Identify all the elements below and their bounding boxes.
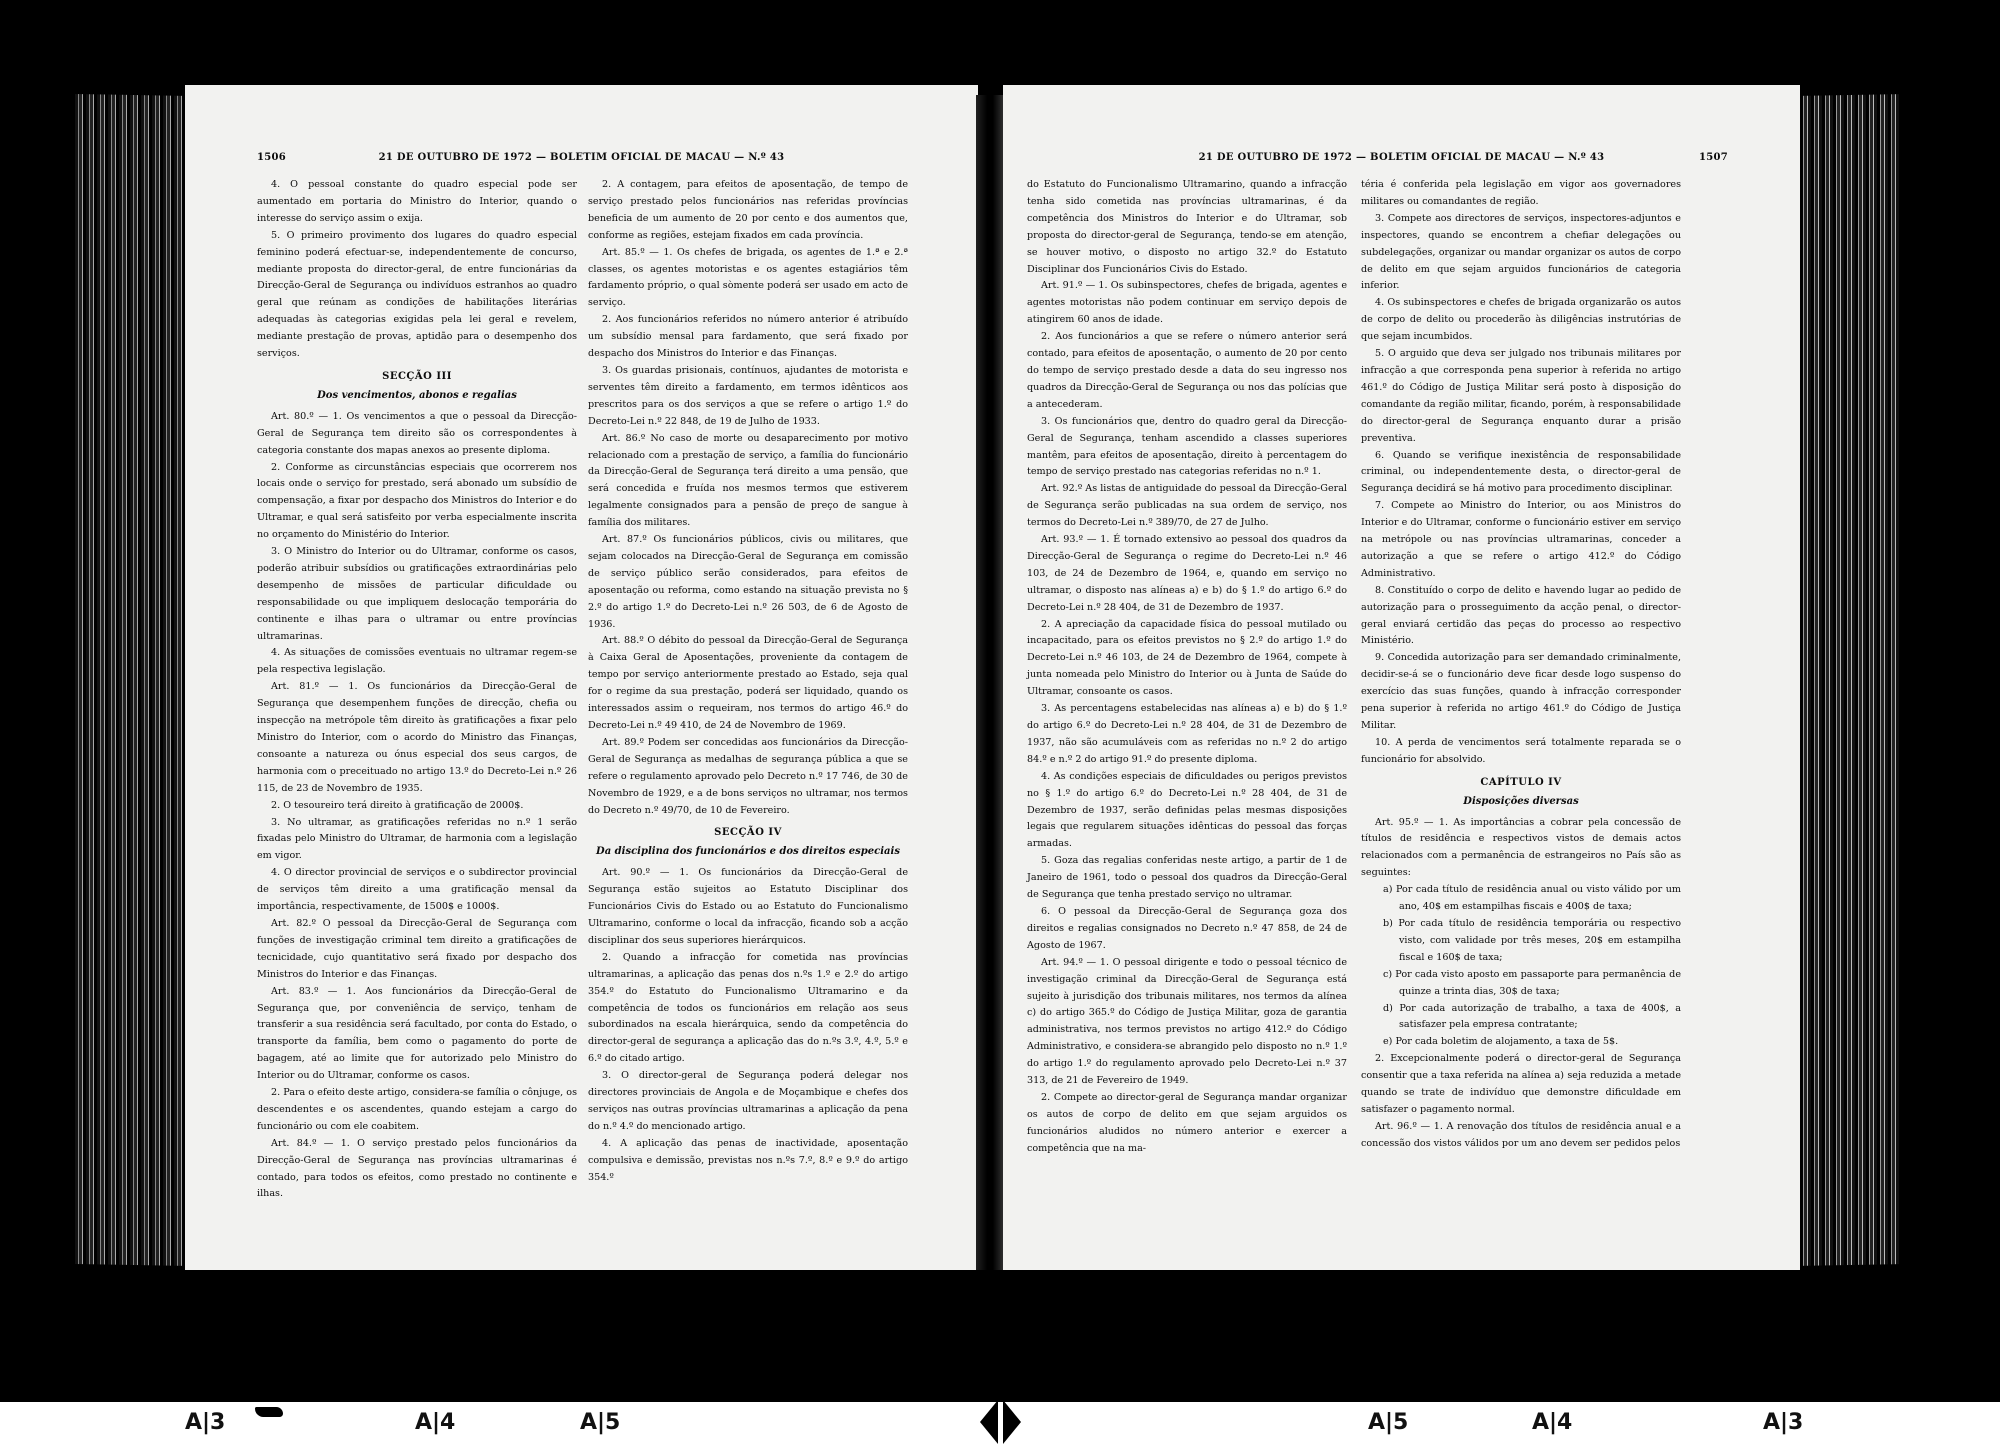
paragraph: Art. 89.º Podem ser concedidas aos funcionários da Direcção-Geral de Segurança as medalhas de segurança pública a que se refere o regulamento aprovado pelo Decreto n.º 17 746, de 30 de Novembro de 1929, e a de bons serviços no ultramar, nos termos do Decreto n.º 49/70, de 10 de Fevereiro. [588,736,908,816]
paragraph: 6. Quando se verifique inexistência de responsabilidade criminal, ou independentemente desta, o director-geral de Segurança decidirá se há motivo para procedimento disciplinar. [1361,449,1681,495]
paragraph: Art. 85.º — 1. Os chefes de brigada, os agentes de 1.ª e 2.ª classes, os agentes motoristas e os agentes estagiários têm fardamento próprio, o qual sòmente poderá ser usado em acto de serviço. [588,246,908,309]
left-page [185,85,978,1270]
section-heading: SECÇÃO IV [714,827,782,839]
paragraph: 6. O pessoal da Direcção-Geral de Segurança goza dos direitos e regalias consignados no Decreto n.º 47 858, de 24 de Agosto de 1967. [1027,905,1347,951]
paragraph: 2. Quando a infracção for cometida nas províncias ultramarinas, a aplicação das penas dos n.ºs 1.º e 2.º do artigo 354.º do Estatuto do Funcionalismo Ultramarino e da competência de todos os funcionários em relação aos seus subordinados na escala hierárquica, sendo da competência do director-geral de segurança a aplicação das do n.ºs 3.º, 4.º, 5.º e 6.º do citado artigo. [588,951,908,1065]
running-title: 21 DE OUTUBRO DE 1972 — BOLETIM OFICIAL DE MACAU — N.º 43 [378,152,785,163]
right-page-header [1075,152,1728,168]
paragraph: 2. Aos funcionários a que se refere o número anterior será contado, para efeitos de aposentação, o aumento de 20 por cento do tempo de serviço prestado desde a data do seu ingresso nos quadros da Direcção-Geral de Segurança ou nos das polícias que a antecederam. [1027,331,1347,410]
paragraph: 4. As condições especiais de dificuldades ou perigos previstos no § 1.º do artigo 6.º do Decreto-Lei n.º 28 404, de 31 de Dezembro de 1937, serão definidas pelas mesmas disposições legais que regularem situações idênticas do pessoal das forças armadas. [1027,770,1347,850]
paragraph: 8. Constituído o corpo de delito e havendo lugar ao pedido de autorização para o prosseguimento da acção penal, o director-geral enviará certidão das peças do processo ao respectivo Ministério. [1361,584,1681,647]
paragraph: 3. Os guardas prisionais, contínuos, ajudantes de motorista e serventes têm direito a fardamento, em termos idênticos aos prescritos para os dos serviços a que se refere o artigo 1.º do Decreto-Lei n.º 22 848, de 19 de Julho de 1933. [588,364,908,427]
paragraph: 3. Os funcionários que, dentro do quadro geral da Direcção-Geral de Segurança, tenham ascendido a classes superiores mantêm, para efeitos de aposentação, direito à percentagem do tempo de serviço prestado nas categorias referidas no n.º 1. [1027,415,1347,478]
paragraph: Art. 88.º O débito do pessoal da Direcção-Geral de Segurança à Caixa Geral de Aposentações, proveniente da contagem de tempo por serviço anteriormente prestado ao Estado, seja qual for o regime da sua prestação, poderá ser liquidado, quando os interessados assim o requeiram, nos termos do artigo 46.º do Decreto-Lei n.º 49 410, de 24 de Novembro de 1969. [588,635,908,731]
section-heading: CAPÍTULO IV [1480,776,1562,788]
paragraph: 10. A perda de vencimentos será totalmente reparada se o funcionário for absolvido. [1361,736,1681,765]
paragraph: 7. Compete ao Ministro do Interior, ou aos Ministros do Interior e do Ultramar, conforme o funcionário estiver em serviço na metrópole ou nas províncias ultramarinas, conceder a autorização a que se refere o artigo 412.º do Código Administrativo. [1361,500,1681,579]
paragraph: Art. 86.º No caso de morte ou desaparecimento por motivo relacionado com a prestação de serviço, a família do funcionário da Direcção-Geral de Segurança terá direito a uma pensão, que será concedida e fruída nos mesmos termos que estiverem legalmente consignados para a pensão de preço de sangue à família dos militares. [588,432,908,529]
paragraph: téria é conferida pela legislação em vigor aos governadores militares ou comandantes de região. [1361,179,1681,207]
paragraph: do Estatuto do Funcionalismo Ultramarino, quando a infracção tenha sido cometida nas províncias ultramarinas, é da competência dos Ministros do Interior e do Ultramar, sob proposta do director-geral de Segurança, tendo-se em atenção, se houver motivo, o disposto no artigo 32.º do Estatuto Disciplinar dos Funcionários Civis do Estado. [1027,179,1347,275]
book-edge-left [75,94,190,1266]
paragraph: 9. Concedida autorização para ser demandado criminalmente, decidir-se-á se o funcionário deve ficar desde logo suspenso do exercício das suas funções, quando à infracção corresponder pena superior à referida no artigo 461.º do Código de Justiça Militar. [1361,652,1681,731]
running-title: 21 DE OUTUBRO DE 1972 — BOLETIM OFICIAL DE MACAU — N.º 43 [1198,152,1605,163]
paragraph: 4. O pessoal constante do quadro especial pode ser aumentado em portaria do Ministro do Interior, quando o interesse do serviço assim o exija. [257,179,577,224]
film-notch-left [980,1400,998,1444]
paragraph: 5. Goza das regalias conferidas neste artigo, a partir de 1 de Janeiro de 1961, todo o pessoal dos quadros da Direcção-Geral de Segurança que tenha prestado serviço no ultramar. [1027,855,1347,901]
paragraph: 2. O tesoureiro terá direito à gratificação de 2000$. [271,799,524,811]
left-page-column-2 [588,177,908,1186]
paragraph: 5. O primeiro provimento dos lugares do quadro especial feminino poderá efectuar-se, independentemente de concurso, mediante proposta do director-geral, de entre funcionárias da Direcção-Geral de Segurança ou indivíduos estranhos ao quadro geral que reúnam as condições de habilitações literárias adequadas às categorias exigidas pela lei geral e revelem, mediante prestação de provas, aptidão para o desempenho dos serviços. [257,229,577,360]
left-page-header [257,152,906,168]
paragraph: Art. 82.º O pessoal da Direcção-Geral de Segurança com funções de investigação criminal tem direito a gratificações de tecnicidade, cujo quantitativo será fixado por despacho dos Ministros do Interior e das Finanças. [257,917,577,980]
list-item: e) Por cada boletim de alojamento, a taxa de 5$. [1383,1036,1619,1048]
right-page [1003,85,1800,1270]
paragraph: 2. Compete ao director-geral de Segurança mandar organizar os autos de corpo de delito em que sejam arguidos os funcionários aludidos no número anterior e exercer a competência que na ma- [1027,1091,1347,1154]
paragraph: 3. O director-geral de Segurança poderá delegar nos directores provinciais de Angola e de Moçambique e chefes dos serviços nas outras províncias ultramarinas a aplicação da pena do n.º 4.º do mencionado artigo. [588,1070,908,1132]
paragraph: Art. 87.º Os funcionários públicos, civis ou militares, que sejam colocados na Direcção-Geral de Segurança em comissão de serviço público serão considerados, para efeitos de aposentação ou reforma, como estando na situação prevista no § 2.º do artigo 1.º do Decreto-Lei n.º 26 503, de 6 de Agosto de 1936. [588,534,908,630]
section-subheading: Disposições diversas [1463,795,1579,807]
paragraph: 3. No ultramar, as gratificações referidas no n.º 1 serão fixadas pelo Ministro do Ultramar, de harmonia com a legislação em vigor. [257,816,577,862]
paragraph: Art. 90.º — 1. Os funcionários da Direcção-Geral de Segurança estão sujeitos ao Estatuto Disciplinar dos Funcionários Civis do Estado ou ao Estatuto do Funcionalismo Ultramarino, conforme o local da infracção, ficando sob a acção disciplinar dos seus superiores hierárquicos. [588,867,908,946]
book-gutter [976,95,1004,1270]
paragraph: Art. 84.º — 1. O serviço prestado pelos funcionários da Direcção-Geral de Segurança nas províncias ultramarinas é contado, para todos os efeitos, como prestado no continente e ilhas. [257,1137,577,1200]
paragraph: 4. As situações de comissões eventuais no ultramar regem-se pela respectiva legislação. [257,647,577,676]
paragraph: Art. 95.º — 1. As importâncias a cobrar pela concessão de títulos de residência e respectivos vistos de demais actos relacionados com a permanência de estrangeiros no País são as seguintes: [1361,816,1681,879]
film-blot [255,1407,283,1417]
paragraph: 4. O director provincial de serviços e o subdirector provincial de serviços têm direito a uma gratificação mensal da importância, respectivamente, de 1500$ e 1000$. [257,867,577,913]
paragraph: 2. Excepcionalmente poderá o director-geral de Segurança consentir que a taxa referida na alínea a) seja reduzida a metade quando se trate de indivíduo que demonstre dificuldade em satisfazer o pagamento normal. [1361,1053,1681,1115]
paragraph: 2. A apreciação da capacidade física do pessoal mutilado ou incapacitado, para os efeitos previstos no § 2.º do artigo 1.º do Decreto-Lei n.º 46 103, de 24 de Dezembro de 1964, compete à junta nomeada pelo Ministro do Interior ou à Junta de Saúde do Ultramar, consoante os casos. [1027,618,1347,698]
paragraph: 4. Os subinspectores e chefes de brigada organizarão os autos de corpo de delito ou procederão às diligências instrutórias de que sejam incumbidos. [1361,297,1681,343]
paragraph: Art. 83.º — 1. Aos funcionários da Direcção-Geral de Segurança que, por conveniência de serviço, tenham de transferir a sua residência será facultado, por conta do Estado, o transporte da família, bem como o pagamento do porte de bagagem, até ao limite que for autorizado pelo Ministro do Interior ou do Ultramar, conforme os casos. [257,985,577,1082]
list-item: c) Por cada visto aposto em passaporte para permanência de quinze a trinta dias, 30$ de taxa; [1383,968,1681,997]
list-item: d) Por cada autorização de trabalho, a taxa de 400$, a satisfazer pela empresa contratante; [1383,1002,1681,1031]
paragraph: Art. 94.º — 1. O pessoal dirigente e todo o pessoal técnico de investigação criminal da Direcção-Geral de Segurança está sujeito à jurisdição dos tribunais militares, nos termos da alínea c) do artigo 365.º do Código de Justiça Militar, goza de garantia administrativa, nos termos previstos no artigo 412.º do Código Administrativo, e considera-se abrangido pelo disposto no n.º 1.º do artigo 1.º do regulamento aprovado pelo Decreto-Lei n.º 37 313, de 21 de Fevereiro de 1949. [1027,956,1347,1087]
film-strip [0,1402,2000,1448]
paragraph: Art. 93.º — 1. É tornado extensivo ao pessoal dos quadros da Direcção-Geral de Segurança o regime do Decreto-Lei n.º 46 103, de 24 de Dezembro de 1964, e, quando em serviço no ultramar, o disposto nas alíneas a) e b) do § 1.º do artigo 6.º do Decreto-Lei n.º 28 404, de 31 de Dezembro de 1937. [1027,534,1347,613]
film-marker: A|4 [1532,1410,1573,1435]
paragraph: Art. 91.º — 1. Os subinspectores, chefes de brigada, agentes e agentes motoristas não podem continuar em serviço depois de atingirem 60 anos de idade. [1027,280,1347,326]
paragraph: 3. Compete aos directores de serviços, inspectores-adjuntos e inspectores, quando se encontrem a chefiar delegações ou subdelegações, organizar ou mandar organizar os autos de corpo de delito em que sejam arguidos funcionários de categoria inferior. [1361,212,1681,292]
paragraph: 3. O Ministro do Interior ou do Ultramar, conforme os casos, poderão atribuir subsídios ou gratificações extraordinárias pelo desempenho de missões de particular dificuldade ou responsabilidade ou que impliquem deslocação temporária do continente e ilhas para o ultramar ou entre províncias ultramarinas. [257,546,577,642]
film-marker: A|5 [580,1410,621,1435]
section-subheading: Dos vencimentos, abonos e regalias [317,389,517,401]
paragraph: 2. Aos funcionários referidos no número anterior é atribuído um subsídio mensal para fardamento, que será fixado por despacho dos Ministros do Interior e das Finanças. [588,314,908,360]
page-number: 1506 [257,152,287,163]
film-marker: A|3 [1763,1410,1804,1435]
film-marker: A|4 [415,1410,456,1435]
section-heading: SECÇÃO III [382,370,452,382]
film-marker: A|5 [1368,1410,1409,1435]
film-notch-right [1003,1400,1021,1444]
right-page-column-1 [1027,177,1347,1158]
paragraph: 2. A contagem, para efeitos de aposentação, de tempo de serviço prestado pelos funcionários nas referidas províncias beneficia de um aumento de 20 por cento e dos aumentos que, conforme as regiões, estejam fixados em cada província. [588,179,908,241]
paragraph: 2. Para o efeito deste artigo, considera-se família o cônjuge, os descendentes e os ascendentes, quando estejam a cargo do funcionário ou com ele coabitem. [257,1087,577,1132]
paragraph: Art. 80.º — 1. Os vencimentos a que o pessoal da Direcção-Geral de Segurança tem direito são os correspondentes à categoria constante dos mapas anexos ao presente diploma. [257,410,577,456]
right-page-column-2 [1361,177,1681,1153]
book-edge-right [1800,94,1900,1266]
paragraph: 2. Conforme as circunstâncias especiais que ocorrerem nos locais onde o serviço for prestado, será abonado um subsídio de compensação, a fixar por despacho dos Ministros do Interior e do Ultramar, e qual será satisfeito por verba especialmente inscrita no orçamento do Ministério do Interior. [257,461,577,541]
paragraph: Art. 92.º As listas de antiguidade do pessoal da Direcção-Geral de Segurança serão publicadas na sua ordem de serviço, nos termos do Decreto-Lei n.º 389/70, de 27 de Julho. [1027,483,1347,529]
paragraph: 4. A aplicação das penas de inactividade, aposentação compulsiva e demissão, previstas nos n.ºs 7.º, 8.º e 9.º do artigo 354.º [588,1137,908,1183]
page-number: 1507 [1698,152,1728,163]
paragraph: 5. O arguido que deva ser julgado nos tribunais militares por infracção a que corresponda pena superior à referida no artigo 461.º do Código de Justiça Militar será posto à disposição do comandante da região militar, ficando, porém, à responsabilidade do director-geral de Segurança enquanto durar a prisão preventiva. [1361,348,1681,444]
section-subheading: Da disciplina dos funcionários e dos direitos especiais [596,846,900,858]
left-page-column-1 [257,177,577,1203]
paragraph: 3. As percentagens estabelecidas nas alíneas a) e b) do § 1.º do artigo 6.º do Decreto-Lei n.º 28 404, de 31 de Dezembro de 1937, não são acumuláveis com as referidas no n.º 2 do artigo 84.º e n.º 2 do artigo 91.º do presente diploma. [1027,703,1347,765]
list-item: b) Por cada título de residência temporária ou respectivo visto, com validade por três meses, 20$ em estampilha fiscal e 160$ de taxa; [1383,917,1681,963]
list-item: a) Por cada título de residência anual ou visto válido por um ano, 40$ em estampilhas fiscais e 400$ de taxa; [1383,884,1681,913]
paragraph: Art. 96.º — 1. A renovação dos títulos de residência anual e a concessão dos vistos válidos por um ano devem ser pedidos pelos [1361,1120,1681,1149]
film-marker: A|3 [185,1410,226,1435]
paragraph: Art. 81.º — 1. Os funcionários da Direcção-Geral de Segurança que desempenhem funções de direcção, chefia ou inspecção na metrópole têm direito às gratificações a fixar pelo Ministro do Interior, com o acordo do Ministro das Finanças, consoante a natureza ou ónus especial dos seus cargos, de harmonia com o preceituado no artigo 13.º do Decreto-Lei n.º 26 115, de 23 de Novembro de 1935. [257,681,577,794]
